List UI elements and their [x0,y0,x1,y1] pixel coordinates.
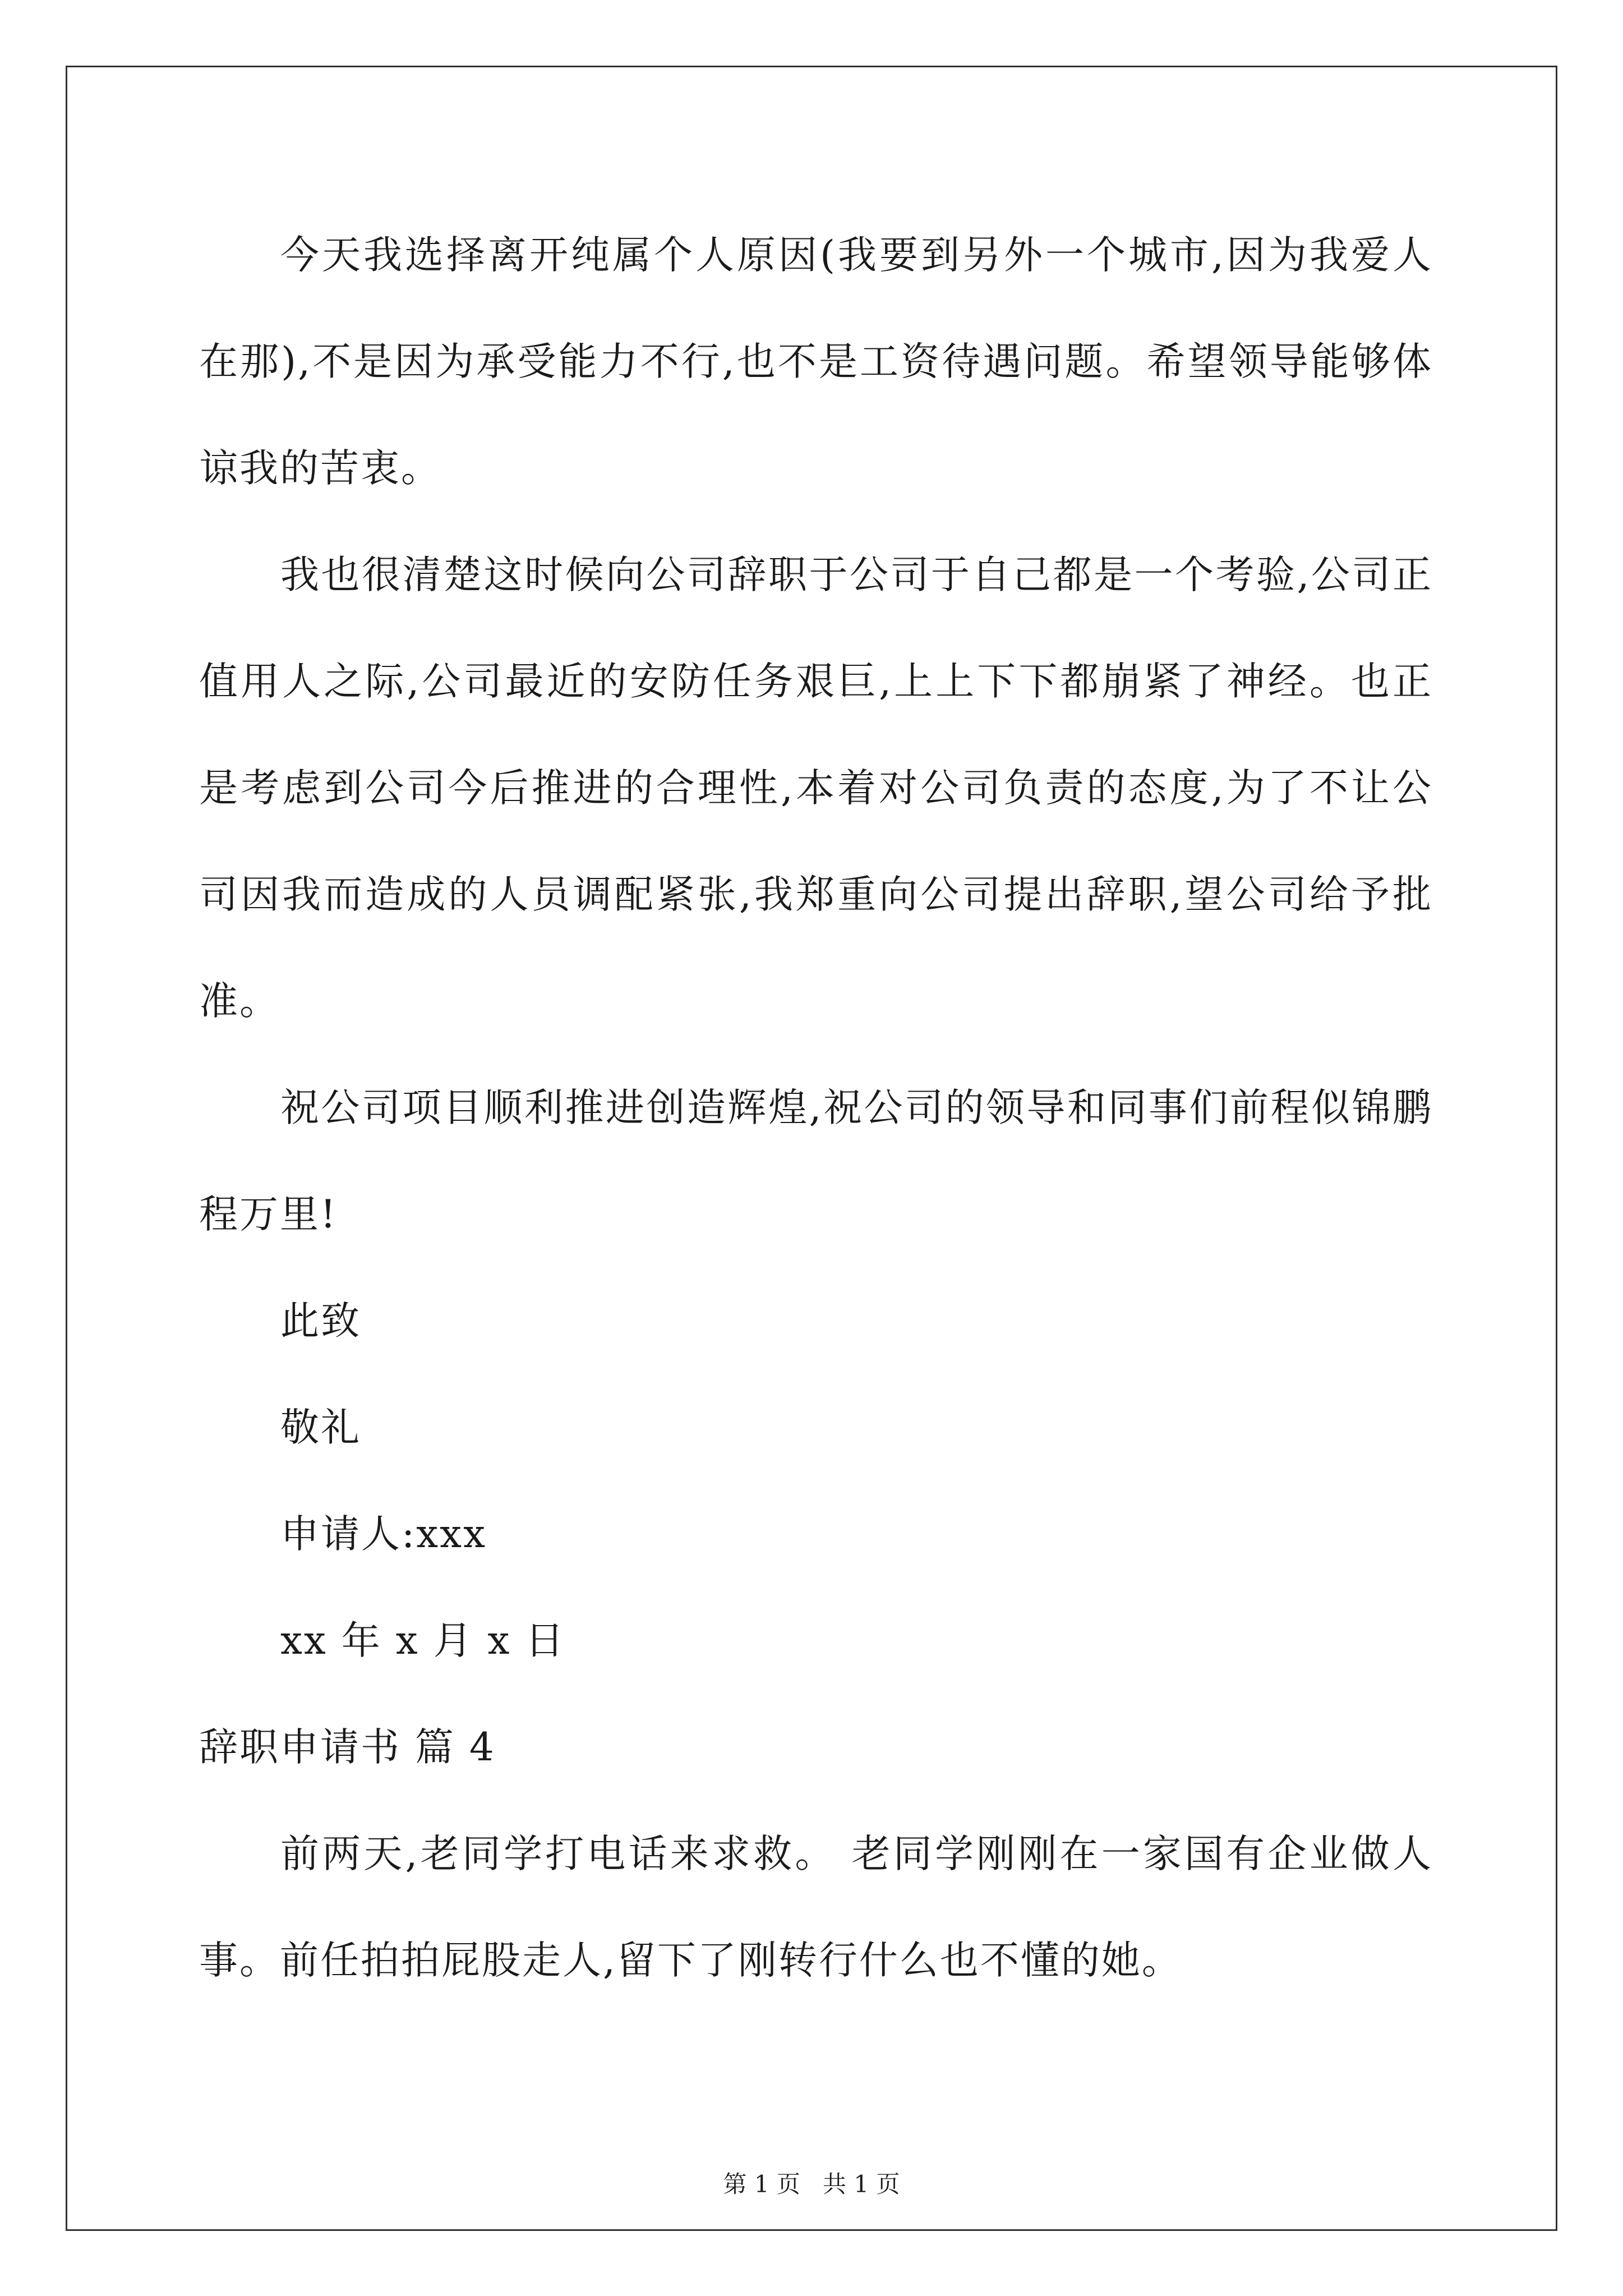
page-footer: 第 1 页 共 1 页 [723,2170,900,2198]
paragraph-reason: 今天我选择离开纯属个人原因(我要到另外一个城市,因为我爱人在那),不是因为承受能力不行,也不是工资待遇问题。希望领导能够体谅我的苦衷。 [199,233,1433,491]
closing-salutation-2: 敬礼 [280,1405,361,1450]
date-line: xx 年 x 月 x 日 [280,1618,566,1663]
applicant-signature: 申请人:xxx [280,1512,487,1557]
paragraph-story: 前两天,老同学打电话来求救。 老同学刚刚在一家国有企业做人事。前任拍拍屁股走人,留下了刚转行什么也不懂的她。 [199,1832,1433,1983]
paragraph-resignation-request: 我也很清楚这时候向公司辞职于公司于自己都是一个考验,公司正值用人之际,公司最近的安防任务艰巨,上上下下都崩紧了神经。也正是考虑到公司今后推进的合理性,本着对公司负责的态度,为了不让公司因我而造成的人员调配紧张,我郑重向公司提出辞职,望公司给予批准。 [199,553,1433,1024]
document-body [199,202,1433,2014]
section-heading: 辞职申请书 篇 4 [199,1725,496,1770]
paragraph-wishes: 祝公司项目顺利推进创造辉煌,祝公司的领导和同事们前程似锦鹏程万里! [199,1085,1433,1237]
closing-salutation-1: 此致 [280,1299,361,1343]
